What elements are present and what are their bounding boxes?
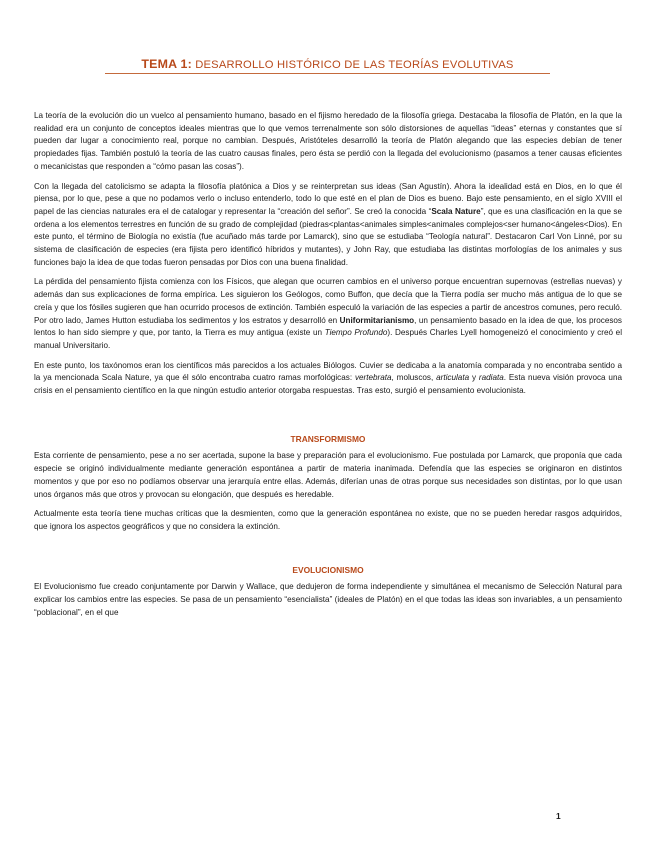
title-text: DESARROLLO HISTÓRICO DE LAS TEORÍAS EVOLUTIVAS [191,59,514,71]
page-title [0,57,655,71]
paragraph-text: y [469,373,479,383]
paragraph-criticas: Actualmente esta teoría tiene muchas críticas que la desmienten, como que la generación espontánea no existe, que no se pueden heredar rasgos adquiridos, que ignora los aspectos geográficos y que no considera la extinción. [34,509,622,531]
title-label: TEMA 1: [141,57,192,71]
paragraph-text: ). Después Charles Lyell homogeneizó el conocimiento y creó el manual Universitario. [34,328,622,350]
title-underline [105,73,550,74]
paragraph-text: , un pensamiento basado en la idea de que, los procesos lentos lo han sido siempre y que, por tanto, la Tierra es muy antigua (existe un [34,315,622,338]
italic-term: vertebrata [354,373,392,383]
section-heading-evolucionismo: EVOLUCIONISMO [292,564,364,575]
paragraph-text: La pérdida del pensamiento fijista comienza con los Físicos, que alegan que ocurren cambios en el universo porque encuentran supernovas (estrellas nuevas) y además dan sus explicaciones de forma empírica. Les siguieron los Geólogos, como Buffon, que decía que la Tierra podía ser mucho más antigua de lo que se creía y que los fósiles sugieren que han ocurrido procesos de extinción. También especuló la variación de las especies a partir de ancestros comunes, pero reculó. Por otro lado, James Hutton estudiaba los sedimentos y los estratos y desarrolló en [34,277,622,325]
section-heading-transformismo: TRANSFORMISMO [290,433,366,444]
italic-term-tiempo-profundo: Tiempo Profundo [324,328,388,338]
paragraph-transformismo: Esta corriente de pensamiento, pese a no ser acertada, supone la base y preparación para el evolucionismo. Fue postulada por Lamarck, que proponía que cada especie se originó individualmente mediante generación espontánea a partir de materia inanimada. Defendía que las especies se originaron en distintos momentos y que por eso no podíamos observar una jerarquía entre ellas. Además, diferían unas de otras porque sus necesidades son distintas, por lo que usan unos órganos más que otros y provocan su elongación, que después es heredable. [34,451,622,499]
italic-term: articulata [436,373,470,383]
paragraph-intro: La teoría de la evolución dio un vuelco al pensamiento humano, basado en el fijismo heredado de la filosofía griega. Destacaba la filosofía de Platón, en la que la realidad era un conjunto de conceptos ideales mientras que lo que vemos terrenalmente son sólo distorsiones de aquellas “ideas” eternas y constantes que sí pueden dar lugar a conocimiento real, porque no cambian. Después, Aristóteles desarrolló la teoría de Platón alegando que las especies debían de tener propiedades fijas. También postuló la teoría de las cuatro causas finales, pero ésta se perdió con la llegada del evolucionismo (pasamos a tener causas eficientes o mecanicistas que responden a “cómo pasan las cosas”). [34,111,622,171]
paragraph-text: ”, que es una clasificación en la que se ordena a los elementos terrestres en función de su grado de complejidad (piedras<plantas<animales simples<animales complejos<ser humano<ángeles<Dios). En este punto, el término de Biología no existía (fue acuñado más tarde por Lamarck), sino que se estudiaba “Teología natural”. Destacaron Carl Von Linné, por su sistema de clasificación de especies (era fijista pero identificó híbridos y mutantes), y John Ray, que estudiaba las distintas morfologías de los animales y sus funciones bajo la idea de que todas fueron pensadas por Dios con una buena finalidad. [34,206,622,267]
paragraph-catolicismo [34,181,622,270]
document-body [34,110,622,627]
paragraph-text: Con la llegada del catolicismo se adapta la filosofía platónica a Dios y se reinterpretan sus ideas (San Agustín). Ahora la idealidad está en Dios, en lo que él piensa, por lo que, pese a que no podamos verlo o incluso entenderlo, todo lo que esté en el plan de Dios es bueno. Bajo este pensamiento, en el siglo XVIII el papel de las ciencias naturales era el de catalogar y representar la “creación del señor”. Se creó la conocida “ [34,181,622,216]
paragraph-fijismo [34,276,622,352]
bold-term-scala-nature: Scala Nature [431,206,481,216]
paragraph-text: , moluscos, [391,373,437,383]
bold-term-uniformitarianismo: Uniformitarianismo [339,315,415,325]
page-number: 1 [556,811,561,821]
paragraph-taxonomos [34,360,622,398]
paragraph-text: . Esta nueva visión provoca una crisis en el pensamiento científico en la que ningún estudio anterior otorgaba respuestas. Tras esto, surgió el pensamiento evolucionista. [34,373,622,396]
paragraph-evolucionismo: El Evolucionismo fue creado conjuntamente por Darwin y Wallace, que dedujeron de forma independiente y simultánea el mecanismo de Selección Natural para explicar los cambios entre las especies. Se pasa de un pensamiento “esencialista” (ideales de Platón) en el que todas las ideas son invariables, a un pensamiento “poblacional”, en el que [34,582,622,617]
italic-term: radiata [478,373,504,383]
paragraph-text: En este punto, los taxónomos eran los científicos más parecidos a los actuales Biólogos. Cuvier se dedicaba a la anatomía comparada y no encontraba sentido a la ya mencionada Scala Nature, ya que él sólo encontraba cuatro ramas morfológicas: [34,360,622,383]
